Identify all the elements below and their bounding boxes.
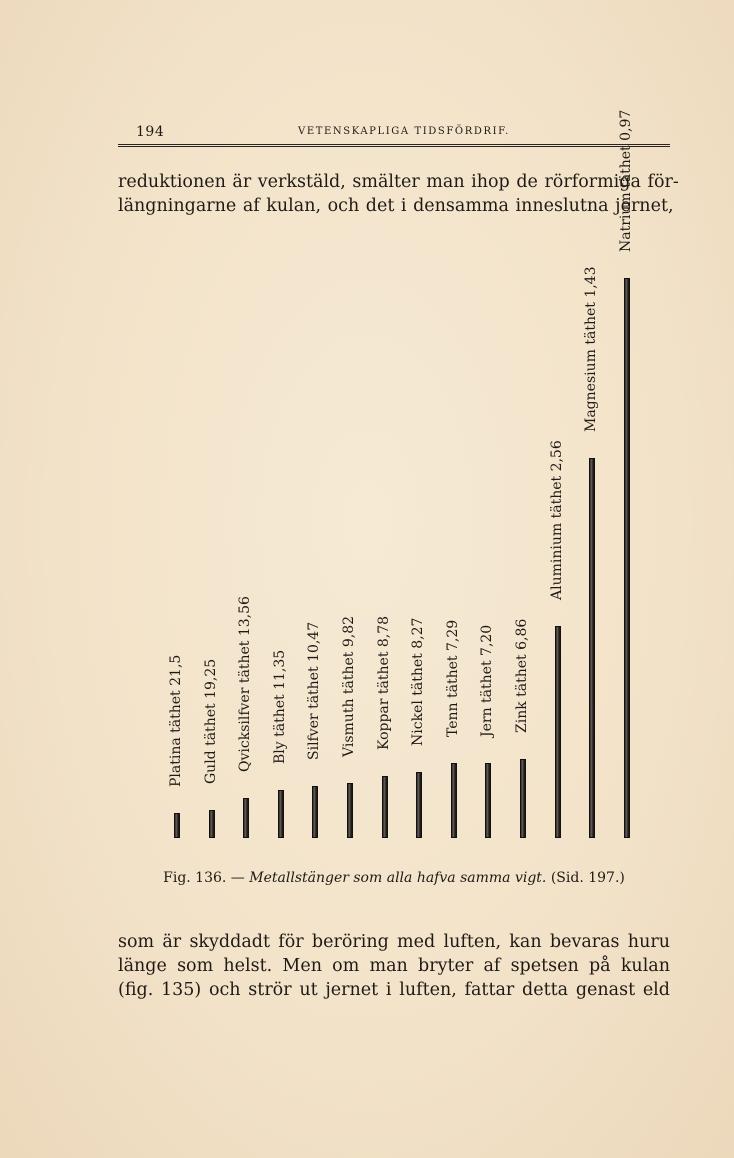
bar-nickel <box>416 772 422 838</box>
figure-caption <box>118 870 670 886</box>
bar-label-text: Magnesium täthet 1,43 <box>583 266 600 433</box>
bar-magnesium <box>589 458 595 838</box>
caption-title: Metallstänger som alla hafva samma vigt. <box>249 870 547 886</box>
text-line: (fig. 135) och strör ut jernet i luften, fattar detta genast eld <box>118 980 670 1000</box>
bar-silfver <box>312 786 318 838</box>
bar-natrium <box>624 278 630 838</box>
bar-platina <box>174 813 180 838</box>
bar-label-text: Vismuth täthet 9,82 <box>341 615 357 757</box>
caption-prefix: Fig. 136. — <box>163 870 245 886</box>
text-line: längningarne af kulan, och det i densamma inneslutna jernet, <box>118 196 674 216</box>
bar-bly <box>278 790 284 838</box>
bar-koppar <box>382 776 388 838</box>
bar-label-text: Tenn täthet 7,29 <box>444 620 461 738</box>
bar-label-text: Nickel täthet 8,27 <box>410 617 427 747</box>
bar-label-text: Aluminium täthet 2,56 <box>548 440 565 600</box>
bar-label-text: Natrium täthet 0,97 <box>617 109 634 252</box>
bar-label-text: Platina täthet 21,5 <box>168 654 184 787</box>
bar-label-text: Jern täthet 7,20 <box>479 624 496 737</box>
text-line: länge som helst. Men om man bryter af spetsen på kulan <box>118 956 670 976</box>
caption-suffix: (Sid. 197.) <box>550 870 625 886</box>
bar-jern <box>485 763 491 838</box>
paragraph-bottom <box>118 930 670 1002</box>
bar-label-text: Koppar täthet 8,78 <box>375 616 392 751</box>
bar-tenn <box>451 763 457 838</box>
text-line: som är skyddadt för beröring med luften, kan bevaras huru <box>118 932 670 952</box>
text-line: reduktionen är verkstäld, smälter man ihop de rörformiga för- <box>118 172 679 192</box>
bar-vismuth <box>347 783 353 838</box>
bar-label-text: Bly täthet 11,35 <box>271 649 288 765</box>
bar-aluminium <box>555 626 561 838</box>
bar-label-text: Qvicksilfver täthet 13,56 <box>237 596 254 772</box>
bar-qvicksilfver <box>243 798 249 838</box>
bar-label-text: Silfver täthet 10,47 <box>306 621 323 761</box>
bar-label-text: Guld täthet 19,25 <box>202 658 219 784</box>
page-number: 194 <box>136 124 165 140</box>
bar-label-text: Zink täthet 6,86 <box>514 618 530 733</box>
bar-zink <box>520 759 526 838</box>
bar-guld <box>209 810 215 838</box>
running-title: VETENSKAPLIGA TIDSFÖRDRIF. <box>298 126 510 137</box>
